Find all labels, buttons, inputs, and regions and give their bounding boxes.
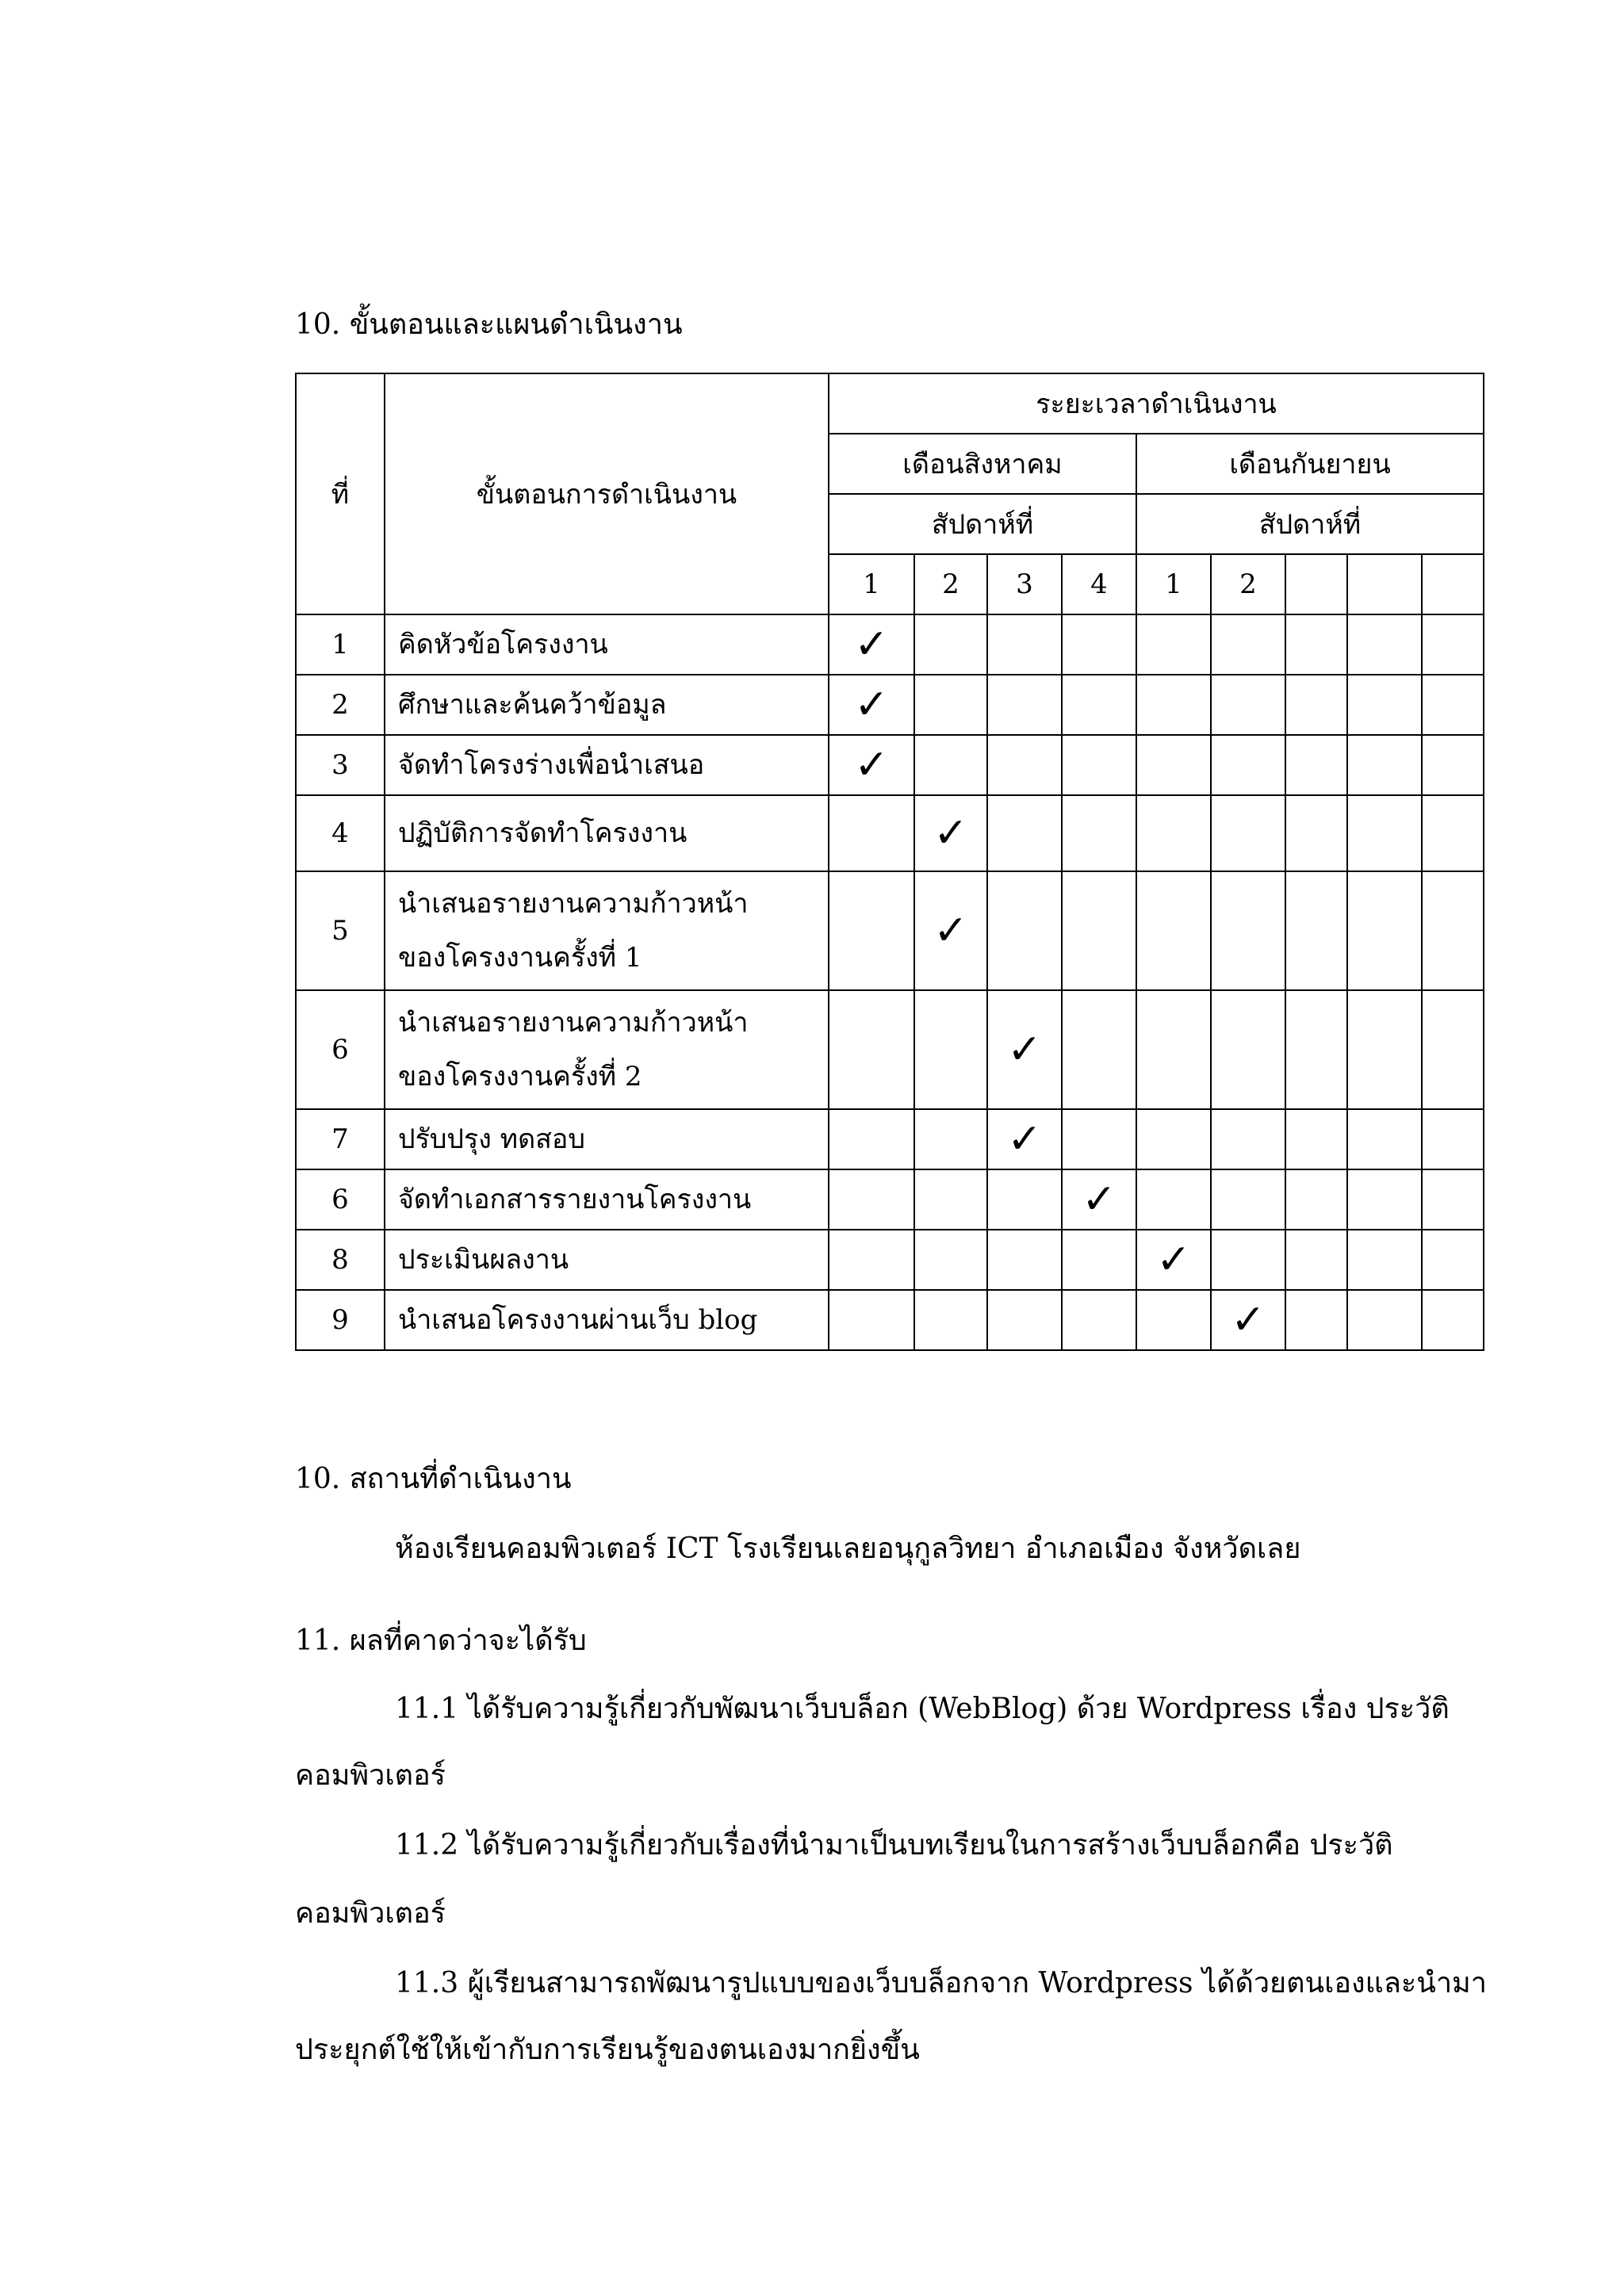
result-item-2-line1: 11.2 ได้รับความรู้เกี่ยวกับเรื่องที่นำมาเป็นบทเรียนในการสร้างเว็บบล็อกคือ ประวัติ: [395, 1829, 1393, 1862]
row-number: 6: [296, 990, 385, 1109]
schedule-cell: [1062, 795, 1136, 871]
row-step: [385, 735, 829, 795]
schedule-cell: [1285, 1169, 1347, 1230]
row-number: 5: [296, 871, 385, 990]
schedule-cell: [914, 675, 987, 735]
row-number: 2: [296, 675, 385, 735]
header-week-label-august: สัปดาห์ที่: [829, 494, 1136, 554]
results-heading: 11. ผลที่คาดว่าจะได้รับ: [295, 1624, 587, 1657]
schedule-cell: [1422, 614, 1484, 675]
result-item-3-line1: 11.3 ผู้เรียนสามารถพัฒนารูปแบบของเว็บบล็อกจาก Wordpress ได้ด้วยตนเองและนำมา: [395, 1967, 1487, 1999]
schedule-cell: [1136, 1290, 1211, 1350]
schedule-cell: [1422, 795, 1484, 871]
schedule-cell: [1285, 614, 1347, 675]
schedule-cell: [914, 1109, 987, 1169]
schedule-cell: [829, 1290, 914, 1350]
schedule-cell: [987, 1169, 1062, 1230]
week-number: 1: [1136, 554, 1211, 614]
schedule-cell: [1211, 675, 1285, 735]
schedule-cell: [1347, 1169, 1422, 1230]
schedule-cell: [1285, 1109, 1347, 1169]
schedule-cell: [987, 735, 1062, 795]
header-month-august: เดือนสิงหาคม: [829, 434, 1136, 494]
schedule-cell: [1136, 614, 1211, 675]
schedule-cell: [1285, 795, 1347, 871]
schedule-cell: [1136, 675, 1211, 735]
schedule-cell: [1347, 1109, 1422, 1169]
table-row: [296, 871, 1484, 990]
table-row: [296, 675, 1484, 735]
schedule-cell: [987, 795, 1062, 871]
result-item-1-line2: คอมพิวเตอร์: [295, 1759, 446, 1792]
table-row: [296, 990, 1484, 1109]
schedule-cell: [1062, 871, 1136, 990]
row-step-line: จัดทำโครงร่างเพื่อนำเสนอ: [398, 749, 705, 781]
row-step-line: นำเสนอโครงงานผ่านเว็บ blog: [398, 1304, 758, 1336]
schedule-cell: [1211, 614, 1285, 675]
header-week-label-september: สัปดาห์ที่: [1136, 494, 1484, 554]
schedule-cell: [1062, 735, 1136, 795]
location-text: ห้องเรียนคอมพิวเตอร์ ICT โรงเรียนเลยอนุกูลวิทยา อำเภอเมือง จังหวัดเลย: [395, 1533, 1301, 1565]
schedule-cell: [829, 871, 914, 990]
schedule-cell: [1422, 1109, 1484, 1169]
schedule-cell: [1211, 871, 1285, 990]
schedule-cell: [1062, 1290, 1136, 1350]
schedule-cell: [1422, 1169, 1484, 1230]
schedule-cell: [1136, 795, 1211, 871]
schedule-cell: [1285, 735, 1347, 795]
row-step-line: ศึกษาและค้นคว้าข้อมูล: [398, 689, 667, 721]
schedule-cell: [1136, 735, 1211, 795]
schedule-cell: [1285, 1230, 1347, 1290]
check-mark-icon: ✓: [914, 871, 987, 990]
row-step: [385, 1169, 829, 1230]
row-number: 8: [296, 1230, 385, 1290]
schedule-cell: [987, 1230, 1062, 1290]
row-step-line: จัดทำเอกสารรายงานโครงงาน: [398, 1184, 752, 1215]
row-number: 4: [296, 795, 385, 871]
schedule-cell: [1347, 871, 1422, 990]
schedule-cell: [1136, 871, 1211, 990]
table-row: [296, 1109, 1484, 1169]
schedule-cell: [1422, 675, 1484, 735]
week-number: 3: [987, 554, 1062, 614]
row-step: [385, 614, 829, 675]
header-step: ขั้นตอนการดำเนินงาน: [385, 373, 829, 614]
schedule-cell: [914, 614, 987, 675]
row-number: 9: [296, 1290, 385, 1350]
row-step: [385, 795, 829, 871]
row-step-line: ปฏิบัติการจัดทำโครงงาน: [398, 817, 688, 849]
schedule-cell: [1422, 1230, 1484, 1290]
schedule-cell: [1347, 1290, 1422, 1350]
result-item-1-line1: 11.1 ได้รับความรู้เกี่ยวกับพัฒนาเว็บบล็อก (WebBlog) ด้วย Wordpress เรื่อง ประวัติ: [395, 1693, 1450, 1725]
schedule-cell: [1136, 1109, 1211, 1169]
schedule-cell: [1062, 1230, 1136, 1290]
check-mark-icon: ✓: [914, 795, 987, 871]
schedule-cell: [914, 1230, 987, 1290]
empty-week-cell: [1285, 554, 1347, 614]
check-mark-icon: ✓: [829, 675, 914, 735]
row-step: [385, 675, 829, 735]
schedule-cell: [987, 614, 1062, 675]
schedule-cell: [1285, 1290, 1347, 1350]
location-heading: 10. สถานที่ดำเนินงาน: [295, 1463, 572, 1495]
schedule-cell: [987, 1290, 1062, 1350]
check-mark-icon: ✓: [1136, 1230, 1211, 1290]
row-step-line: ประเมินผลงาน: [398, 1244, 569, 1276]
schedule-cell: [1062, 614, 1136, 675]
empty-week-cell: [1347, 554, 1422, 614]
schedule-cell: [914, 1169, 987, 1230]
schedule-cell: [1285, 675, 1347, 735]
schedule-cell: [1285, 990, 1347, 1109]
check-mark-icon: ✓: [1062, 1169, 1136, 1230]
header-no: ที่: [296, 373, 385, 614]
week-number: 2: [914, 554, 987, 614]
schedule-cell: [1422, 990, 1484, 1109]
check-mark-icon: ✓: [1211, 1290, 1285, 1350]
schedule-cell: [1211, 990, 1285, 1109]
table-row: [296, 1230, 1484, 1290]
schedule-cell: [914, 1290, 987, 1350]
schedule-cell: [1422, 1290, 1484, 1350]
week-number: 4: [1062, 554, 1136, 614]
row-step: [385, 990, 829, 1109]
schedule-cell: [1062, 1109, 1136, 1169]
row-number: 6: [296, 1169, 385, 1230]
schedule-cell: [1211, 795, 1285, 871]
week-number: 1: [829, 554, 914, 614]
row-step: [385, 1290, 829, 1350]
schedule-cell: [829, 1230, 914, 1290]
row-number: 3: [296, 735, 385, 795]
header-month-september: เดือนกันยายน: [1136, 434, 1484, 494]
schedule-cell: [1347, 735, 1422, 795]
schedule-cell: [1347, 1230, 1422, 1290]
schedule-cell: [1211, 1230, 1285, 1290]
schedule-cell: [987, 675, 1062, 735]
schedule-cell: [1347, 795, 1422, 871]
schedule-cell: [1136, 1169, 1211, 1230]
header-period: ระยะเวลาดำเนินงาน: [829, 373, 1484, 434]
row-step: [385, 1230, 829, 1290]
schedule-cell: [1211, 735, 1285, 795]
schedule-cell: [1347, 990, 1422, 1109]
plan-heading: 10. ขั้นตอนและแผนดำเนินงาน: [295, 308, 683, 341]
table-row: [296, 1290, 1484, 1350]
row-step: [385, 1109, 829, 1169]
row-step-line: นำเสนอรายงานความก้าวหน้า: [398, 1007, 749, 1039]
check-mark-icon: ✓: [987, 990, 1062, 1109]
schedule-cell: [1285, 871, 1347, 990]
schedule-cell: [1136, 990, 1211, 1109]
schedule-cell: [1062, 990, 1136, 1109]
table-row: [296, 1169, 1484, 1230]
schedule-cell: [914, 735, 987, 795]
row-number: 1: [296, 614, 385, 675]
schedule-cell: [1211, 1169, 1285, 1230]
schedule-cell: [829, 1169, 914, 1230]
check-mark-icon: ✓: [829, 735, 914, 795]
schedule-cell: [1211, 1109, 1285, 1169]
check-mark-icon: ✓: [829, 614, 914, 675]
schedule-cell: [829, 990, 914, 1109]
result-item-2-line2: คอมพิวเตอร์: [295, 1897, 446, 1930]
table-row: [296, 614, 1484, 675]
schedule-cell: [1422, 735, 1484, 795]
schedule-cell: [987, 871, 1062, 990]
week-number: 2: [1211, 554, 1285, 614]
schedule-cell: [1347, 675, 1422, 735]
plan-table: [295, 373, 1484, 1351]
check-mark-icon: ✓: [987, 1109, 1062, 1169]
row-step-line: นำเสนอรายงานความก้าวหน้า: [398, 888, 749, 920]
empty-week-cell: [1422, 554, 1484, 614]
schedule-cell: [1422, 871, 1484, 990]
result-item-3-line2: ประยุกต์ใช้ให้เข้ากับการเรียนรู้ของตนเองมากยิ่งขึ้น: [295, 2034, 920, 2066]
schedule-cell: [829, 1109, 914, 1169]
row-step-line: คิดหัวข้อโครงงาน: [398, 629, 608, 660]
schedule-cell: [1347, 614, 1422, 675]
row-step-line: ของโครงงานครั้งที่ 2: [398, 1061, 642, 1093]
row-step-line: ของโครงงานครั้งที่ 1: [398, 942, 642, 974]
table-row: [296, 735, 1484, 795]
row-step: [385, 871, 829, 990]
schedule-cell: [914, 990, 987, 1109]
row-number: 7: [296, 1109, 385, 1169]
table-row: [296, 795, 1484, 871]
row-step-line: ปรับปรุง ทดสอบ: [398, 1123, 585, 1155]
schedule-cell: [829, 795, 914, 871]
schedule-cell: [1062, 675, 1136, 735]
